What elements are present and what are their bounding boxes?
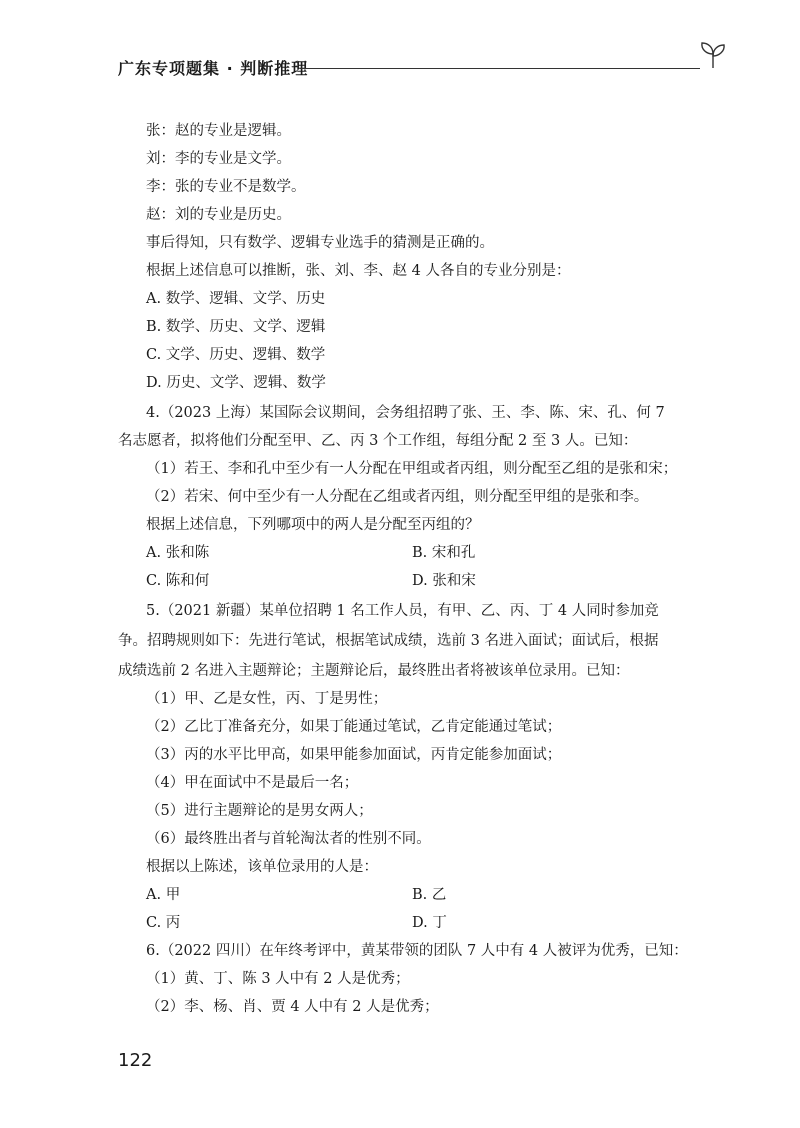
text-line: 事后得知，只有数学、逻辑专业选手的猜测是正确的。	[146, 235, 494, 251]
page-number: 122	[118, 1050, 153, 1071]
question-prompt: 根据以上陈述，该单位录用的人是：	[146, 859, 378, 875]
condition-line: （1）若王、李和孔中至少有一人分配在甲组或者丙组，则分配至乙组的是张和宋；	[146, 461, 678, 477]
condition-line: （2）若宋、何中至少有一人分配在乙组或者丙组，则分配至甲组的是张和李。	[146, 489, 649, 505]
header-title: 广东专项题集 · 判断推理	[118, 59, 309, 78]
condition-line: （5）进行主题辩论的是男女两人；	[146, 803, 373, 819]
question-prompt: 根据上述信息，下列哪项中的两人是分配至丙组的？	[146, 517, 480, 533]
option-d: D. 历史、文学、逻辑、数学	[146, 375, 326, 391]
question-5-stem: 成绩选前 2 名进入主题辩论；主题辩论后，最终胜出者将被该单位录用。已知：	[118, 663, 630, 679]
condition-line: （4）甲在面试中不是最后一名；	[146, 775, 359, 791]
option-b: B. 数学、历史、文学、逻辑	[146, 319, 326, 335]
sprout-icon	[696, 38, 730, 72]
text-line: 刘：李的专业是文学。	[146, 151, 291, 167]
text-line: 李：张的专业不是数学。	[146, 179, 306, 195]
condition-line: （2）李、杨、肖、贾 4 人中有 2 人是优秀；	[146, 999, 439, 1015]
question-6-stem: 6.（2022 四川）在年终考评中，黄某带领的团队 7 人中有 4 人被评为优秀，已知：	[146, 943, 688, 959]
option-c: C. 文学、历史、逻辑、数学	[146, 347, 326, 363]
condition-line: （3）丙的水平比甲高，如果甲能参加面试，丙肯定能参加面试；	[146, 747, 562, 763]
condition-line: （2）乙比丁准备充分，如果丁能通过笔试，乙肯定能通过笔试；	[146, 719, 562, 735]
text-line: 根据上述信息可以推断，张、刘、李、赵 4 人各自的专业分别是：	[146, 263, 571, 279]
condition-line: （6）最终胜出者与首轮淘汰者的性别不同。	[146, 831, 431, 847]
question-4-stem: 4.（2023 上海）某国际会议期间，会务组招聘了张、王、李、陈、宋、孔、何 7	[146, 405, 665, 421]
question-5-stem: 5.（2021 新疆）某单位招聘 1 名工作人员，有甲、乙、丙、丁 4 人同时参加竞	[146, 603, 659, 619]
option-d: D. 张和宋	[412, 573, 476, 589]
text-line: 张：赵的专业是逻辑。	[146, 123, 291, 139]
question-5-stem: 争。招聘规则如下：先进行笔试，根据笔试成绩，选前 3 名进入面试；面试后，根据	[118, 633, 659, 649]
option-d: D. 丁	[412, 915, 447, 931]
running-header	[118, 52, 718, 82]
header-rule	[300, 68, 700, 69]
question-4-stem: 名志愿者，拟将他们分配至甲、乙、丙 3 个工作组，每组分配 2 至 3 人。已知：	[118, 433, 638, 449]
option-c: C. 丙	[146, 915, 181, 931]
condition-line: （1）黄、丁、陈 3 人中有 2 人是优秀；	[146, 971, 410, 987]
text-line: 赵：刘的专业是历史。	[146, 207, 291, 223]
option-b: B. 乙	[412, 887, 447, 903]
option-b: B. 宋和孔	[412, 545, 476, 561]
option-a: A. 甲	[146, 887, 181, 903]
option-a: A. 张和陈	[146, 545, 210, 561]
condition-line: （1）甲、乙是女性，丙、丁是男性；	[146, 691, 388, 707]
option-a: A. 数学、逻辑、文学、历史	[146, 291, 326, 307]
option-c: C. 陈和何	[146, 573, 210, 589]
